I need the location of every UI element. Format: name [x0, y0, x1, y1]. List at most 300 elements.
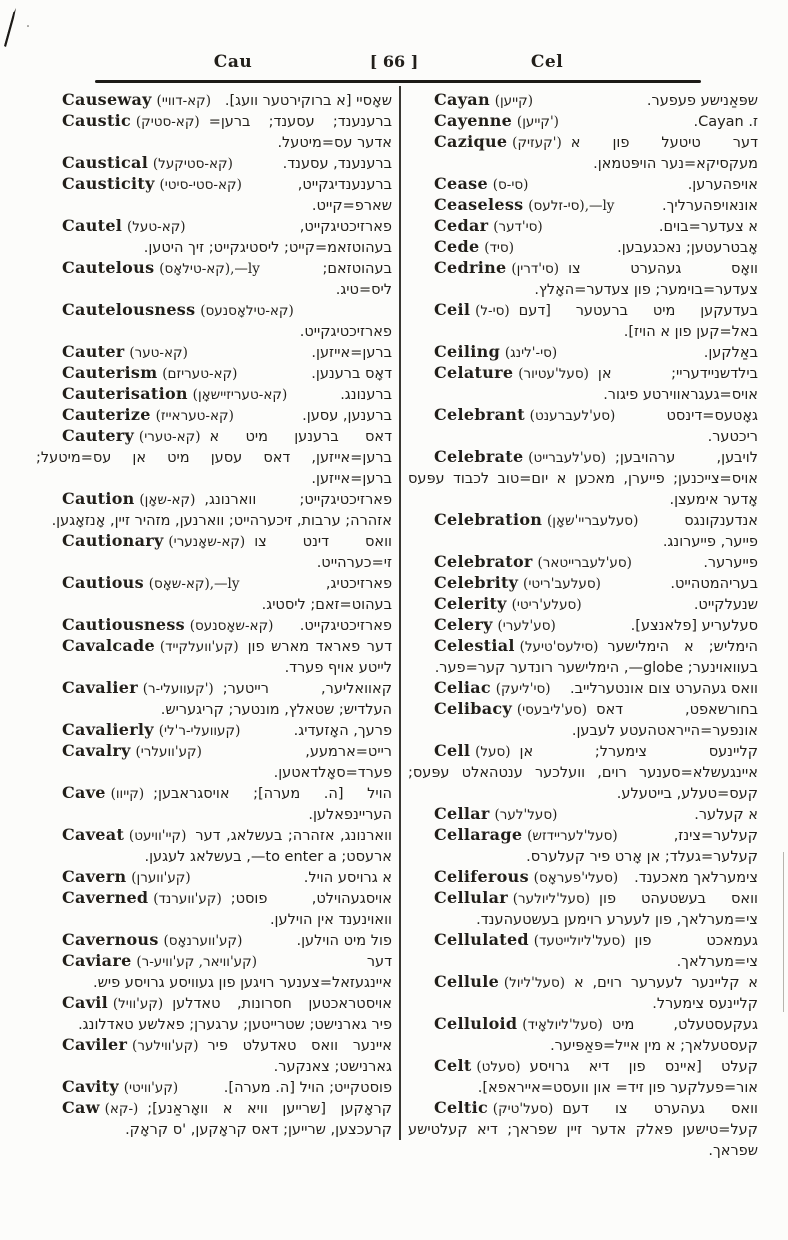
dictionary-entry [408, 1056, 758, 1098]
entry-definition: בחורשאפט, דאס אונפער=הייראטהעטע לעבען. [571, 702, 758, 739]
column-divider [399, 86, 401, 1140]
entry-pronunciation: (קא-טער) [129, 345, 188, 361]
dictionary-entry [36, 888, 392, 930]
dictionary-entry [408, 804, 758, 825]
dictionary-entry [36, 678, 392, 720]
entry-headword: Ceiling [434, 342, 501, 361]
entry-headblock [62, 300, 294, 321]
dictionary-entry [408, 678, 758, 699]
entry-headword: Cautel [62, 216, 123, 235]
entry-pronunciation: (קייען') [516, 114, 559, 130]
entry-headblock [62, 174, 242, 195]
dictionary-entry [36, 720, 392, 741]
entry-definition: פארזיכטיגקייט. [299, 324, 392, 340]
entry-headword: Celebrate [434, 447, 524, 466]
entry-definition: אָבטרעטען; נאכגעבען. [617, 240, 758, 256]
entry-definition: פארזיכטיגקייט, בעהוטזאמ=קייט; ליסטיגקייט; זיך היטען. [143, 219, 392, 256]
dictionary-entry [408, 930, 758, 972]
entry-headword: Caveat [62, 825, 125, 844]
dictionary-entry [408, 867, 758, 888]
dictionary-entry [36, 342, 392, 363]
entry-headword: Celebration [434, 510, 543, 529]
entry-definition: רייט=ארמעע, פערד=סאָלדאטען. [273, 744, 392, 781]
dictionary-entry [408, 825, 758, 867]
dictionary-entry [36, 111, 392, 153]
entry-headblock [434, 615, 556, 636]
dictionary-entry [36, 300, 392, 342]
entry-headword: Cell [434, 741, 471, 760]
entry-definition: פוסטקייט; הויל [ה. מערה]. [223, 1080, 392, 1096]
entry-headword: Celluloid [434, 1014, 518, 1033]
entry-pronunciation: (קעוועלי-ר'לי) [158, 723, 241, 739]
entry-definition: א קליינער לעערער רוים, א קליינעס צימערל. [574, 975, 758, 1012]
entry-definition: ז. Cayan. [693, 114, 758, 130]
entry-headblock [62, 342, 188, 363]
entry-headword: Cautiousness [62, 615, 185, 634]
entry-headblock [434, 111, 559, 132]
entry-definition: ברענענד, עסענד. [282, 156, 392, 172]
entry-pronunciation: (סי-'לינג) [504, 345, 558, 361]
entry-definition: בעהוטזאם; ליס=טיג. [322, 261, 392, 298]
dictionary-entry [408, 741, 758, 804]
page-edge-shadow [783, 852, 784, 1012]
entry-headword: Celature [434, 363, 514, 382]
entry-headblock [62, 867, 191, 888]
entry-headblock [434, 216, 543, 237]
entry-pronunciation: (קייען) [494, 93, 533, 109]
entry-headblock [434, 174, 528, 195]
dictionary-entry [36, 930, 392, 951]
header-rule [95, 80, 701, 83]
entry-headblock [62, 90, 211, 111]
entry-headblock [434, 342, 557, 363]
entry-headword: Celtic [434, 1098, 489, 1117]
entry-headblock [434, 1014, 603, 1035]
entry-headblock [62, 783, 144, 804]
dictionary-entry [408, 237, 758, 258]
dictionary-entry [408, 132, 758, 174]
entry-definition: ברענענדיגקייט, שארפ=קייט. [297, 177, 392, 214]
left-column [36, 90, 392, 1140]
entry-headblock [434, 636, 598, 657]
dictionary-entry [408, 195, 758, 216]
right-column [408, 90, 758, 1161]
entry-headword: Cease [434, 174, 488, 193]
entry-headword: Cedar [434, 216, 489, 235]
entry-definition: שנעלקייט. [693, 597, 758, 613]
entry-headword: Caviler [62, 1035, 128, 1054]
entry-pronunciation: (סעל'ליולער) [512, 891, 591, 907]
dictionary-entry [36, 636, 392, 678]
entry-pronunciation: (קא-סטיקעל) [152, 156, 233, 172]
entry-headword: Celt [434, 1056, 472, 1075]
entry-headword: Cautelous [62, 258, 155, 277]
entry-headword: Cellulated [434, 930, 529, 949]
entry-headword: Cavalcade [62, 636, 156, 655]
dictionary-entry [408, 972, 758, 1014]
dictionary-entry [36, 489, 392, 531]
entry-pronunciation: (קע'ווערנאָס) [163, 933, 243, 949]
entry-definition: בעריהמטהייט. [670, 576, 758, 592]
entry-headblock [62, 216, 186, 237]
entry-pronunciation: (קא-טעל) [126, 219, 186, 235]
entry-headblock [62, 951, 257, 972]
entry-headword: Cavalry [62, 741, 131, 760]
entry-headblock [434, 888, 590, 909]
entry-pronunciation: (סעל'עטיור) [518, 366, 589, 382]
entry-headblock [62, 678, 214, 699]
entry-headblock [62, 741, 202, 762]
entry-definition: וואס בעשטעהט פון צי=מערלאך, פון לעערע רוימען בעשטעהענד. [476, 891, 758, 928]
page-header [0, 52, 788, 78]
entry-definition: דער טיטעל פון א מעקסיקא=נער הויפּטמאן. [570, 135, 758, 172]
dictionary-entry [36, 174, 392, 216]
entry-headblock [62, 888, 222, 909]
entry-headword: Caution [62, 489, 135, 508]
guide-word-left: Cau [213, 52, 253, 72]
dictionary-entry [408, 888, 758, 930]
entry-headword: Celery [434, 615, 493, 634]
entry-definition: קליינעס צימערל; אן איינגעשלא=סענער רוים, וועלכער ענטהאלט עפּעס; קעס=טעלע, בייטעלע. [408, 744, 758, 802]
entry-headblock [62, 825, 186, 846]
entry-pronunciation: (קא-) [104, 1101, 139, 1117]
entry-definition: בעדעקען מיט ברעטער [דעם באל=קען פון א הויז]. [518, 303, 758, 340]
entry-headblock [434, 573, 601, 594]
entry-definition: באַלקען. [703, 345, 758, 361]
entry-headword: Cayenne [434, 111, 513, 130]
dictionary-entry [36, 573, 392, 615]
entry-headword: Cave [62, 783, 106, 802]
entry-headblock [62, 1077, 178, 1098]
entry-pronunciation: (סעלעב'ריטי) [523, 576, 601, 592]
dictionary-entry [36, 531, 392, 573]
entry-headblock [62, 384, 287, 405]
entry-definition: אויסגעהוילט, פוסט; וואוינענד אין הוילען. [230, 891, 392, 928]
entry-headblock [434, 195, 614, 216]
dictionary-entry [408, 552, 758, 573]
entry-pronunciation: (סעל'ליולאָיד) [522, 1017, 603, 1033]
entry-pronunciation: (קא-שאָס),—ly [148, 576, 240, 592]
entry-definition: וואס געהערט צום אונטערלייב. [569, 681, 758, 697]
entry-headword: Cazique [434, 132, 508, 151]
entry-headword: Cellar [434, 804, 490, 823]
entry-headblock [434, 132, 562, 153]
entry-pronunciation: (קע'וויל) [112, 996, 164, 1012]
entry-definition: ברענען, עסען. [302, 408, 392, 424]
entry-headword: Cautious [62, 573, 144, 592]
entry-definition: פייערער. [703, 555, 758, 571]
entry-definition: קאוואליער, רייטער; העלדיש; שטאלץ, מונטער; קריגעריש. [160, 681, 392, 718]
entry-headblock [434, 363, 589, 384]
entry-headblock [434, 594, 582, 615]
entry-headword: Cauterism [62, 363, 158, 382]
entry-pronunciation: (סעלע'ריטי) [511, 597, 582, 613]
entry-pronunciation: (סעל'ליולייטעד) [533, 933, 626, 949]
entry-headblock [62, 720, 240, 741]
entry-headword: Ceil [434, 300, 471, 319]
entry-headblock [62, 363, 237, 384]
dictionary-entry [408, 342, 758, 363]
entry-headword: Cautelousness [62, 300, 196, 319]
entry-headword: Celebrator [434, 552, 533, 571]
entry-pronunciation: (קא-שאָן) [139, 492, 196, 508]
entry-pronunciation: (קע'וועלקייד) [159, 639, 239, 655]
dictionary-entry [408, 636, 758, 678]
entry-headword: Cavalier [62, 678, 138, 697]
entry-headblock [62, 258, 260, 279]
entry-headword: Cauterisation [62, 384, 188, 403]
entry-pronunciation: (קא-טערי) [138, 429, 201, 445]
dictionary-entry [408, 258, 758, 300]
entry-pronunciation: (סילעס'טיעל) [519, 639, 599, 655]
entry-headword: Cautionary [62, 531, 164, 550]
entry-headword: Celiferous [434, 867, 529, 886]
dictionary-entry [408, 174, 758, 195]
entry-definition: דער איינגעזאל=צענער רויגען פון געוויסע גרויסע פיש. [93, 954, 392, 991]
entry-headblock [434, 867, 618, 888]
entry-headblock [434, 258, 559, 279]
entry-headblock [434, 825, 618, 846]
entry-definition: איינער וואס טאדעלט פיר גארנישט; צאנקער. [207, 1038, 392, 1075]
entry-headword: Causticity [62, 174, 155, 193]
entry-headword: Cedrine [434, 258, 507, 277]
entry-headword: Cauterize [62, 405, 151, 424]
dictionary-entry [36, 153, 392, 174]
dictionary-entry [36, 783, 392, 825]
entry-definition: ברען=אייזען. [311, 345, 392, 361]
entry-headblock [434, 552, 632, 573]
entry-definition: אויסטראכטען חסרונות, טאדלען פיר גארנישט; שטרייטען; ערגערן; פאלשע טאדלונג. [78, 996, 392, 1033]
entry-pronunciation: (קא-טילאָסנעס) [200, 303, 294, 319]
entry-definition: קעלט [איינס פון דיא גרויסע אור=פעלקער פון זיד= און וועסט=אייראפא]. [477, 1059, 758, 1096]
entry-pronunciation: (סעל'לער) [494, 807, 558, 823]
entry-pronunciation: (קיי'וויעט) [128, 828, 187, 844]
entry-headword: Celebrant [434, 405, 525, 424]
entry-headblock [62, 489, 195, 510]
entry-definition: פול מיט הוילען. [296, 933, 392, 949]
entry-definition: א קעלער. [694, 807, 758, 823]
entry-headword: Cautery [62, 426, 135, 445]
dictionary-entry [408, 1098, 758, 1161]
dictionary-entry [408, 300, 758, 342]
entry-pronunciation: (סעלי'פעראָס) [533, 870, 619, 886]
entry-definition: סעלעריע [פלאנצע]. [630, 618, 758, 634]
entry-headblock [62, 426, 201, 447]
dictionary-entry [36, 825, 392, 867]
entry-headword: Cayan [434, 90, 490, 109]
dictionary-entry [36, 1035, 392, 1077]
entry-headword: Cavil [62, 993, 109, 1012]
entry-definition: פארזיכטיגקייט. [299, 618, 392, 634]
dictionary-entry [36, 426, 392, 489]
entry-definition: אויפהערען. [687, 177, 758, 193]
entry-definition: שפּאַנישע פעפער. [646, 93, 758, 109]
entry-headword: Ceaseless [434, 195, 524, 214]
entry-definition: פרעך, האָזעדיג. [293, 723, 392, 739]
entry-headblock [434, 237, 514, 258]
entry-pronunciation: (סיד) [484, 240, 514, 256]
dictionary-entry [408, 216, 758, 237]
dictionary-entry [408, 510, 758, 552]
entry-headword: Causeway [62, 90, 152, 109]
dictionary-entry [408, 1014, 758, 1056]
entry-pronunciation: (קע'וועלרי) [135, 744, 202, 760]
entry-pronunciation: (סעלעבריי'שאָן) [547, 513, 639, 529]
entry-headblock [434, 699, 587, 720]
entry-headblock [62, 111, 200, 132]
entry-headword: Caverned [62, 888, 149, 907]
entry-headword: Celerity [434, 594, 507, 613]
entry-headblock [62, 993, 163, 1014]
dictionary-entry [408, 699, 758, 741]
entry-definition: געמאכט פון צי=מערלאך. [634, 933, 758, 970]
dictionary-entry [408, 594, 758, 615]
entry-headblock [62, 1035, 198, 1056]
dictionary-entry [408, 447, 758, 510]
dictionary-entry [408, 90, 758, 111]
entry-definition: וואס געהערט צו דעם קעל=טישען פאלק אדער זיין שפראך; דיא קעלטישע שפראך. [408, 1101, 758, 1159]
entry-headword: Caustic [62, 111, 132, 130]
entry-headblock [62, 615, 273, 636]
dictionary-entry [36, 90, 392, 111]
entry-definition: פארזיכטיג, בעהוט=זאם; ליסטיג. [261, 576, 392, 613]
entry-headword: Cede [434, 237, 480, 256]
entry-definition: הויל [ה. מערה]; אויסגראבען; העריינפאלען. [153, 786, 392, 823]
entry-pronunciation: (קא-טעראייז) [155, 408, 234, 424]
entry-pronunciation: (קא-שאָסנעס) [189, 618, 274, 634]
entry-definition: דאס ברענען מיט א ברען=אייזען, דאס עסען מיט אן עס=מיטעל; ברען=אייזען. [36, 429, 392, 487]
entry-definition: בילדשניידעריי; אן אויס=געגראווירטע פיגור. [597, 366, 758, 403]
dictionary-entry [36, 867, 392, 888]
entry-headblock [434, 90, 533, 111]
entry-pronunciation: (קא-סטי-סיטי) [159, 177, 242, 193]
entry-definition: קעלער=צינז, קעלער=געלד; אן אָרט פיר קעלערס. [526, 828, 758, 865]
dictionary-entry [36, 405, 392, 426]
entry-headblock [434, 510, 638, 531]
entry-pronunciation: (סע'לעברענט) [529, 408, 616, 424]
entry-definition: א גרויסע הויל. [303, 870, 392, 886]
dictionary-entry [408, 111, 758, 132]
entry-pronunciation: (קא-טעריזם) [162, 366, 238, 382]
entry-definition: שאָסיי [א ברוקירטער וועג]. [224, 93, 392, 109]
entry-definition: א צעדער=בוים. [658, 219, 758, 235]
entry-headblock [434, 405, 615, 426]
dictionary-entry [36, 1077, 392, 1098]
entry-definition: לויבען, ערהויבען; אויס=צייכנען; פייערן, מאכען א יום=טוב לכבוד עפּעס אָדער אימעצן. [408, 450, 758, 508]
entry-definition: וואָס געהערט צו צעדער=בוימער; פון צעדער=האָלץ. [534, 261, 758, 298]
entry-pronunciation: (קא-דוויי) [156, 93, 212, 109]
entry-headword: Cavernous [62, 930, 159, 949]
entry-headblock [62, 531, 245, 552]
entry-pronunciation: (סעל'טיק) [492, 1101, 554, 1117]
entry-headblock [434, 972, 565, 993]
dictionary-entry [408, 363, 758, 405]
entry-pronunciation: (סעל) [475, 744, 511, 760]
entry-definition: פארזיכטיגקייט; ווארנונג, אזהרה; ערבות, זיכערהייט; ווארנען, מזהיר זיין, אָנזאָגען. [51, 492, 392, 529]
dictionary-entry [408, 615, 758, 636]
entry-definition: אנדענקונגס פייער, פייערונג. [662, 513, 758, 550]
entry-definition: ברענונג. [340, 387, 392, 403]
entry-headword: Celibacy [434, 699, 513, 718]
dictionary-entry [36, 993, 392, 1035]
entry-pronunciation: (קע'ווילער) [132, 1038, 199, 1054]
entry-pronunciation: (קעוועלי-ר') [142, 681, 214, 697]
entry-headword: Celebrity [434, 573, 519, 592]
dictionary-entry [36, 951, 392, 993]
entry-headblock [62, 1098, 138, 1119]
entry-headword: Cellule [434, 972, 500, 991]
entry-headblock [434, 1098, 553, 1119]
entry-pronunciation: (סי-זלעס),—ly [528, 198, 615, 214]
entry-headword: Caw [62, 1098, 100, 1117]
entry-pronunciation: (סי-ל) [475, 303, 510, 319]
entry-definition: ברענענד; עסענד; ברען= אדער עס=מיטעל. [208, 114, 392, 151]
entry-definition: אונאויפהערליך. [661, 198, 758, 214]
dictionary-entry [408, 405, 758, 447]
dictionary-entry [36, 1098, 392, 1140]
entry-pronunciation: (קע'ווערן) [131, 870, 191, 886]
entry-pronunciation: (קא-טעריזיישאָן) [192, 387, 288, 403]
entry-headblock [434, 678, 551, 699]
entry-pronunciation: (קא-סטיק) [135, 114, 200, 130]
page-number: [ 66 ] [369, 52, 419, 71]
entry-pronunciation: (סע'לעברייטאר) [537, 555, 632, 571]
entry-headblock [434, 930, 626, 951]
entry-headword: Celiac [434, 678, 491, 697]
entry-headword: Cauter [62, 342, 125, 361]
entry-definition: געקעסטעלט, מיט קעסטעלאך; א מין אייל=פּאַפּיער. [550, 1017, 758, 1054]
entry-pronunciation: (קא-טילאָס),—ly [159, 261, 260, 277]
dictionary-entry [36, 384, 392, 405]
entry-pronunciation: (סע'לעברייט) [528, 450, 607, 466]
entry-headword: Celestial [434, 636, 515, 655]
dictionary-entry [36, 258, 392, 300]
entry-pronunciation: (סי'ליעק) [495, 681, 551, 697]
entry-definition: גאָטעס=דינסט ריכטער. [666, 408, 758, 445]
entry-pronunciation: (סי'דער) [493, 219, 543, 235]
dictionary-entry [36, 216, 392, 258]
entry-pronunciation: (סעל'ליול) [503, 975, 566, 991]
entry-pronunciation: (סי-ס) [492, 177, 529, 193]
entry-pronunciation: (קע'ווערנד) [153, 891, 222, 907]
entry-headblock [434, 1056, 521, 1077]
entry-pronunciation: (קייוו) [110, 786, 145, 802]
entry-headblock [434, 804, 557, 825]
entry-headblock [434, 447, 606, 468]
dictionary-entry [36, 741, 392, 783]
entry-headword: Caustical [62, 153, 149, 172]
entry-definition: ווארנונג, אזהרה; בעשלאג, דער ארעסט; to enter a—, בעשלאג לעגען. [144, 828, 392, 865]
entry-headword: Cavity [62, 1077, 119, 1096]
entry-pronunciation: (קע'וויטי) [123, 1080, 179, 1096]
entry-definition: צימערלאך מאכענד. [634, 870, 758, 886]
guide-word-right: Cel [530, 52, 564, 72]
entry-pronunciation: (סע'לערי) [497, 618, 556, 634]
entry-pronunciation: (קע'וויאר, קע'וויע-ר) [136, 954, 257, 970]
entry-pronunciation: (קא-שאָנערי) [168, 534, 246, 550]
entry-headblock [62, 930, 242, 951]
entry-definition: קראָקען [שרייען וויא א וואָראַנע]; קרעכצען, שרייען; דאס קראָקען, 'ס קראָק. [125, 1101, 392, 1138]
entry-pronunciation: (קעזיק') [512, 135, 562, 151]
entry-headblock [62, 573, 240, 594]
dictionary-entry [36, 363, 392, 384]
entry-headblock [62, 636, 239, 657]
entry-headword: Cellarage [434, 825, 523, 844]
dictionary-entry [36, 615, 392, 636]
entry-definition: דער פאראד מארש פון לייטע אויף פערד. [247, 639, 392, 676]
entry-definition: הימליש; א הימלישער בעוואוינער; globe—, הימלישער רונדער קער=פער. [434, 639, 758, 676]
entry-pronunciation: (סי'דרין) [511, 261, 560, 277]
